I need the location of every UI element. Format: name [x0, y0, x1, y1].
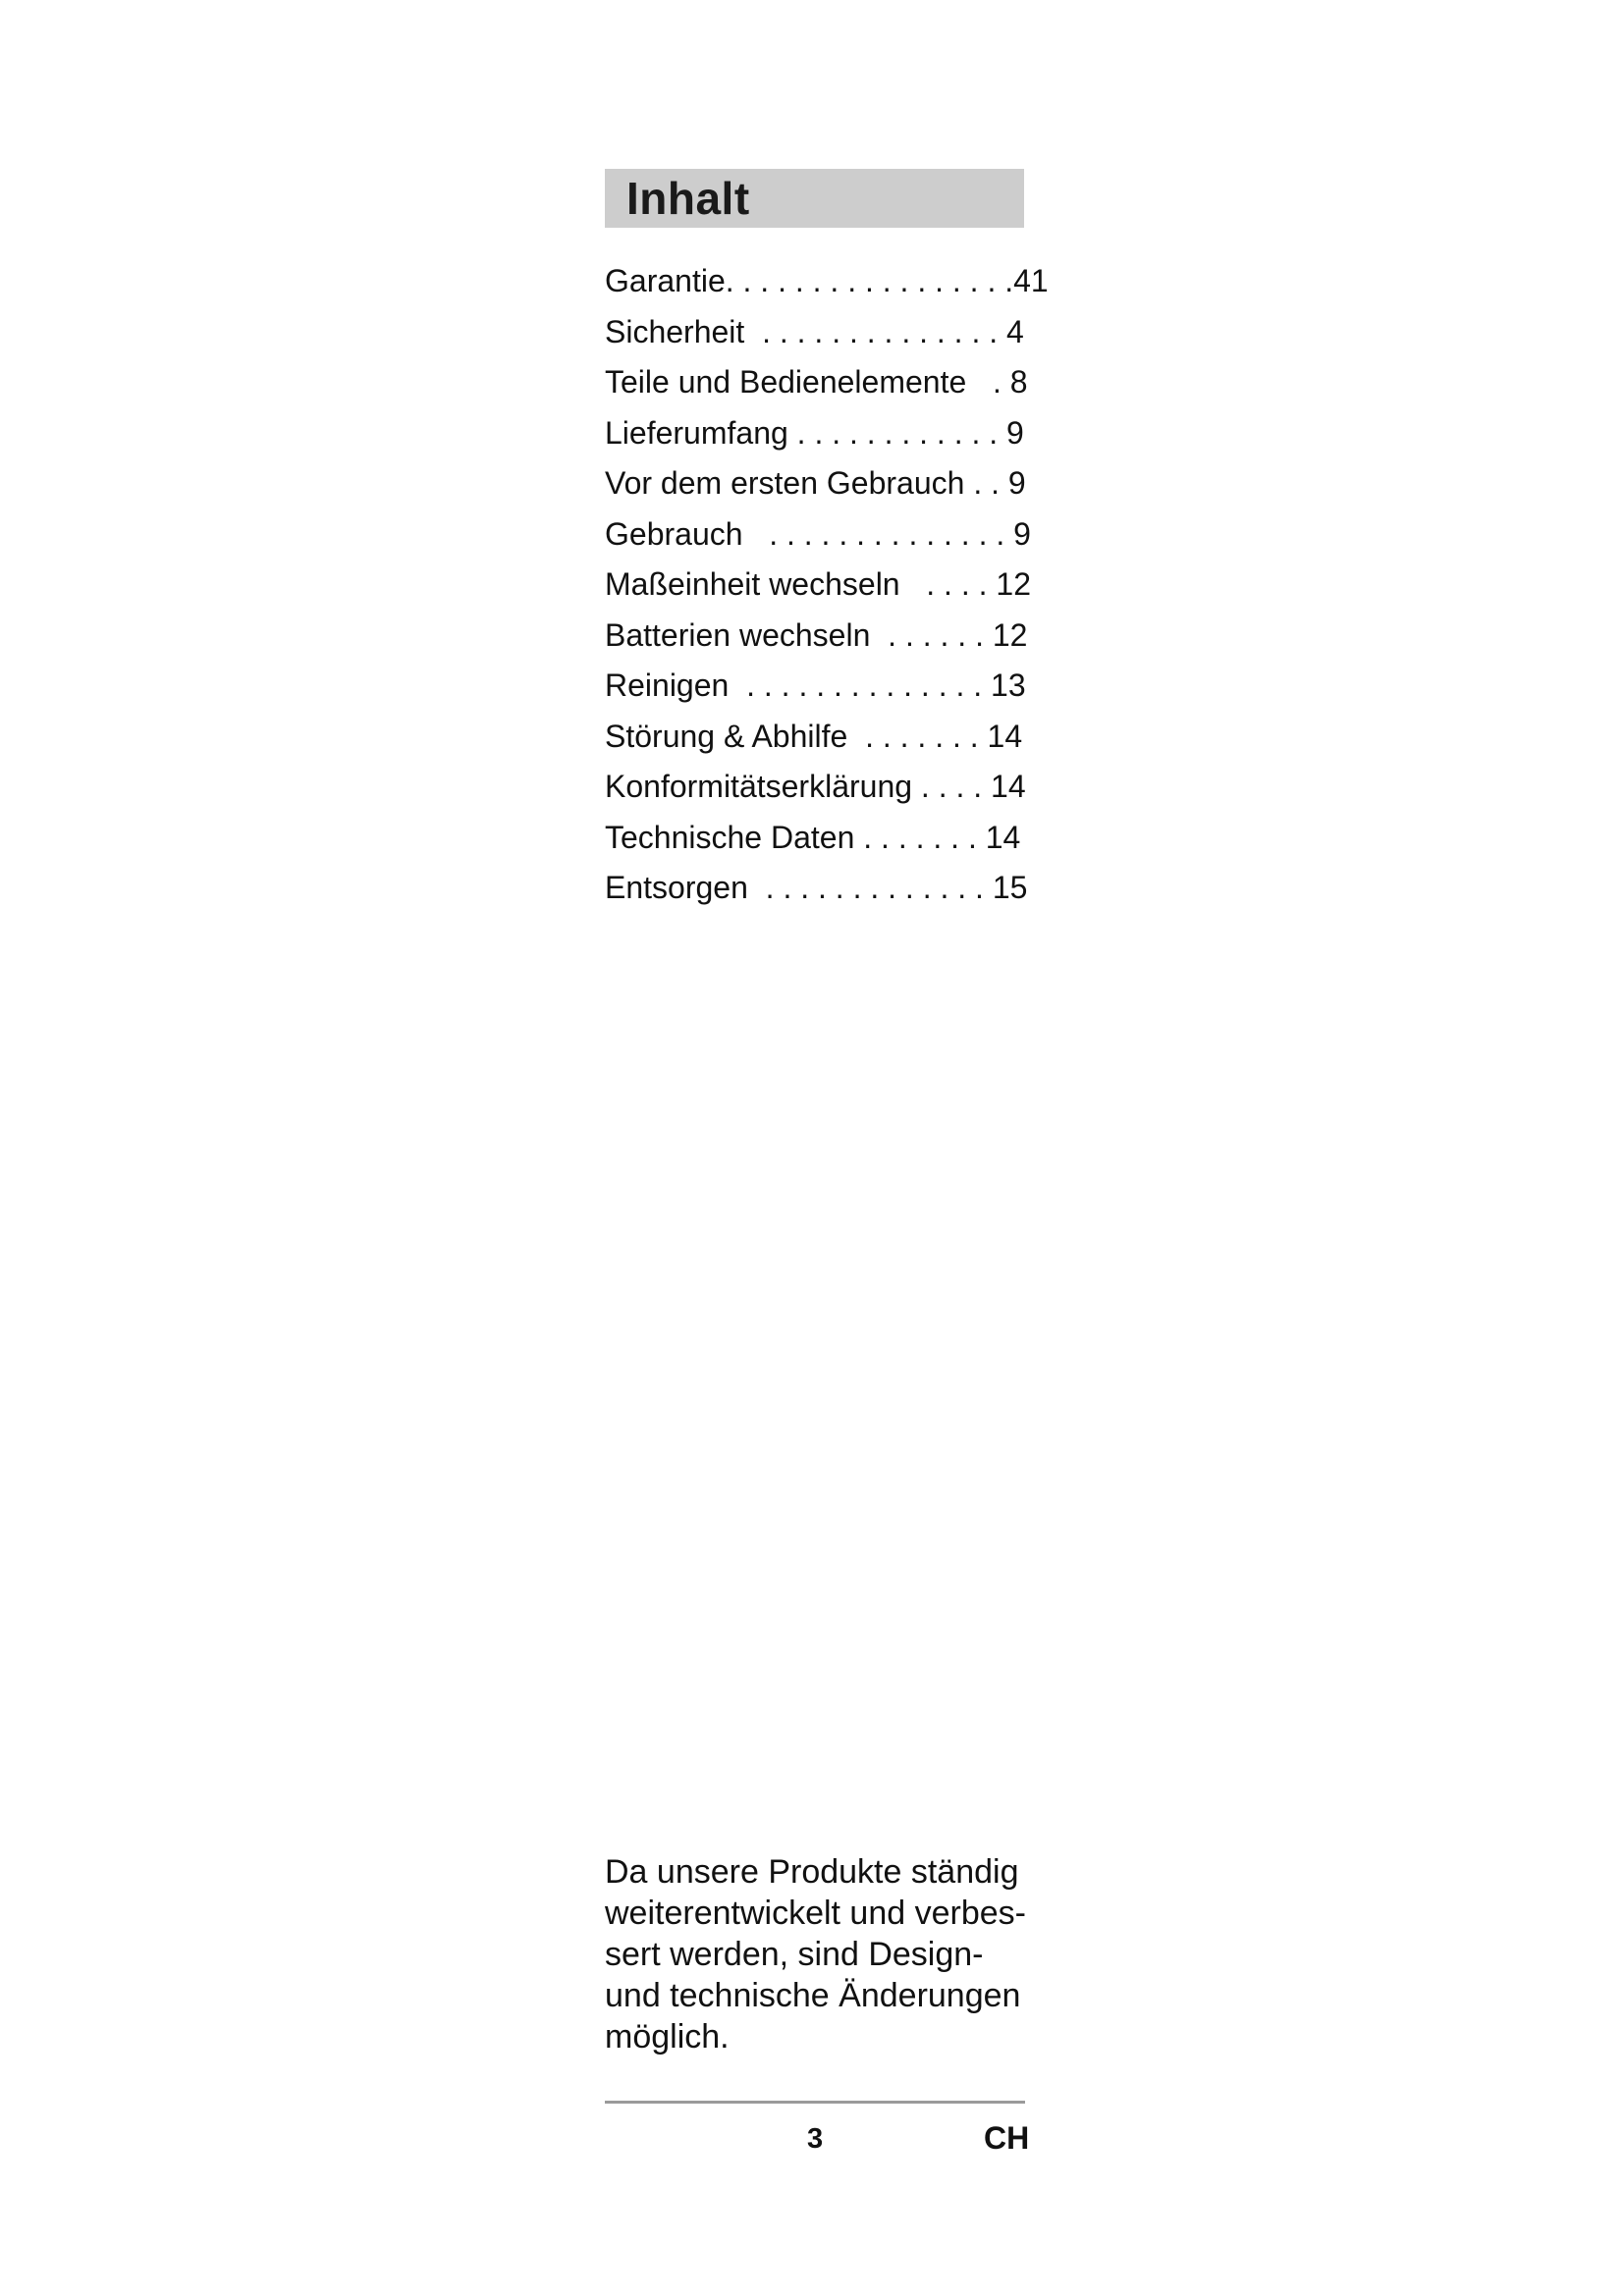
toc-entry-label: Gebrauch [605, 516, 743, 552]
toc-entry-leader: . . . . [912, 769, 983, 804]
toc-entry-page: 8 [1001, 364, 1028, 400]
toc-entry-leader: . . . . . . . . . . . . . . [729, 667, 983, 703]
note-line: möglich. [605, 2018, 730, 2056]
toc-entry-leader: . . . . . . . [854, 820, 977, 855]
note-line: sert werden, sind Design- [605, 1936, 984, 1973]
toc-entry-leader: . . . . [899, 566, 988, 602]
toc-entry-label: Garantie [605, 263, 726, 298]
toc-entry[interactable] [605, 664, 1037, 707]
toc-entry-page: 9 [998, 415, 1024, 451]
toc-entry-page: 4 [998, 314, 1024, 349]
toc-entry-page: 14 [976, 820, 1021, 855]
toc-entry[interactable] [605, 866, 1037, 909]
toc-entry-leader: . . . . . . . . . . . . . . [742, 516, 1005, 552]
toc-entry-page: 15 [983, 870, 1028, 905]
toc-entry-label: Entsorgen [605, 870, 748, 905]
toc-entry-page: 9 [1004, 516, 1031, 552]
toc-entry[interactable] [605, 461, 1037, 505]
footer-divider [605, 2101, 1025, 2104]
toc-entry-leader: . [966, 364, 1001, 400]
toc-entry-leader: . . [964, 465, 1000, 501]
toc-heading-bar [605, 169, 1024, 228]
toc-entry-leader: . . . . . . . . . . . . [787, 415, 999, 451]
toc-entry-label: Konformitätserklärung [605, 769, 913, 804]
toc-heading: Inhalt [626, 173, 750, 224]
toc-entry[interactable] [605, 715, 1037, 758]
toc-entry-label: Lieferumfang [605, 415, 788, 451]
toc-entry[interactable] [605, 816, 1037, 859]
toc-entry-page: 9 [999, 465, 1026, 501]
toc-entry-page: 12 [983, 617, 1028, 653]
toc-entry-page: 12 [987, 566, 1031, 602]
toc-entry-label: Technische Daten [605, 820, 855, 855]
toc-entry-page: 13 [982, 667, 1026, 703]
toc-entry[interactable] [605, 411, 1037, 454]
toc-entry[interactable] [605, 562, 1037, 606]
toc-entry-label: Sicherheit [605, 314, 745, 349]
toc-entry-label: Batterien wechseln [605, 617, 871, 653]
note-line: Da unsere Produkte ständig [605, 1853, 1019, 1891]
toc-entry-leader: . . . . . . . . . . . . . . . . . [725, 263, 1014, 298]
toc-entry[interactable] [605, 765, 1037, 808]
toc-entry[interactable] [605, 512, 1037, 556]
toc-entry-leader: . . . . . . . [847, 719, 979, 754]
toc-entry-label: Reinigen [605, 667, 730, 703]
toc-entry[interactable] [605, 259, 1049, 302]
country-code: CH [984, 2120, 1030, 2156]
note-line: und technische Änderungen [605, 1977, 1021, 2014]
toc-entry-page: 14 [982, 769, 1026, 804]
toc-entry-leader: . . . . . . . . . . . . . [747, 870, 984, 905]
toc-entry-label: Vor dem ersten Gebrauch [605, 465, 965, 501]
toc-entry[interactable] [605, 310, 1037, 353]
toc-entry-label: Teile und Bedienelemente [605, 364, 967, 400]
toc-entry-label: Maßeinheit wechseln [605, 566, 900, 602]
note-line: weiterentwickelt und verbes- [605, 1895, 1026, 1932]
toc-entry[interactable] [605, 614, 1037, 657]
toc-entry-leader: . . . . . . [870, 617, 984, 653]
toc-entry-label: Störung & Abhilfe [605, 719, 848, 754]
toc-entry-page: 41 [1013, 263, 1049, 298]
page-number: 3 [807, 2123, 824, 2155]
toc-entry[interactable] [605, 360, 1037, 403]
toc-entry-leader: . . . . . . . . . . . . . . [744, 314, 999, 349]
product-change-note [605, 1851, 1037, 2057]
toc-entry-page: 14 [978, 719, 1023, 754]
